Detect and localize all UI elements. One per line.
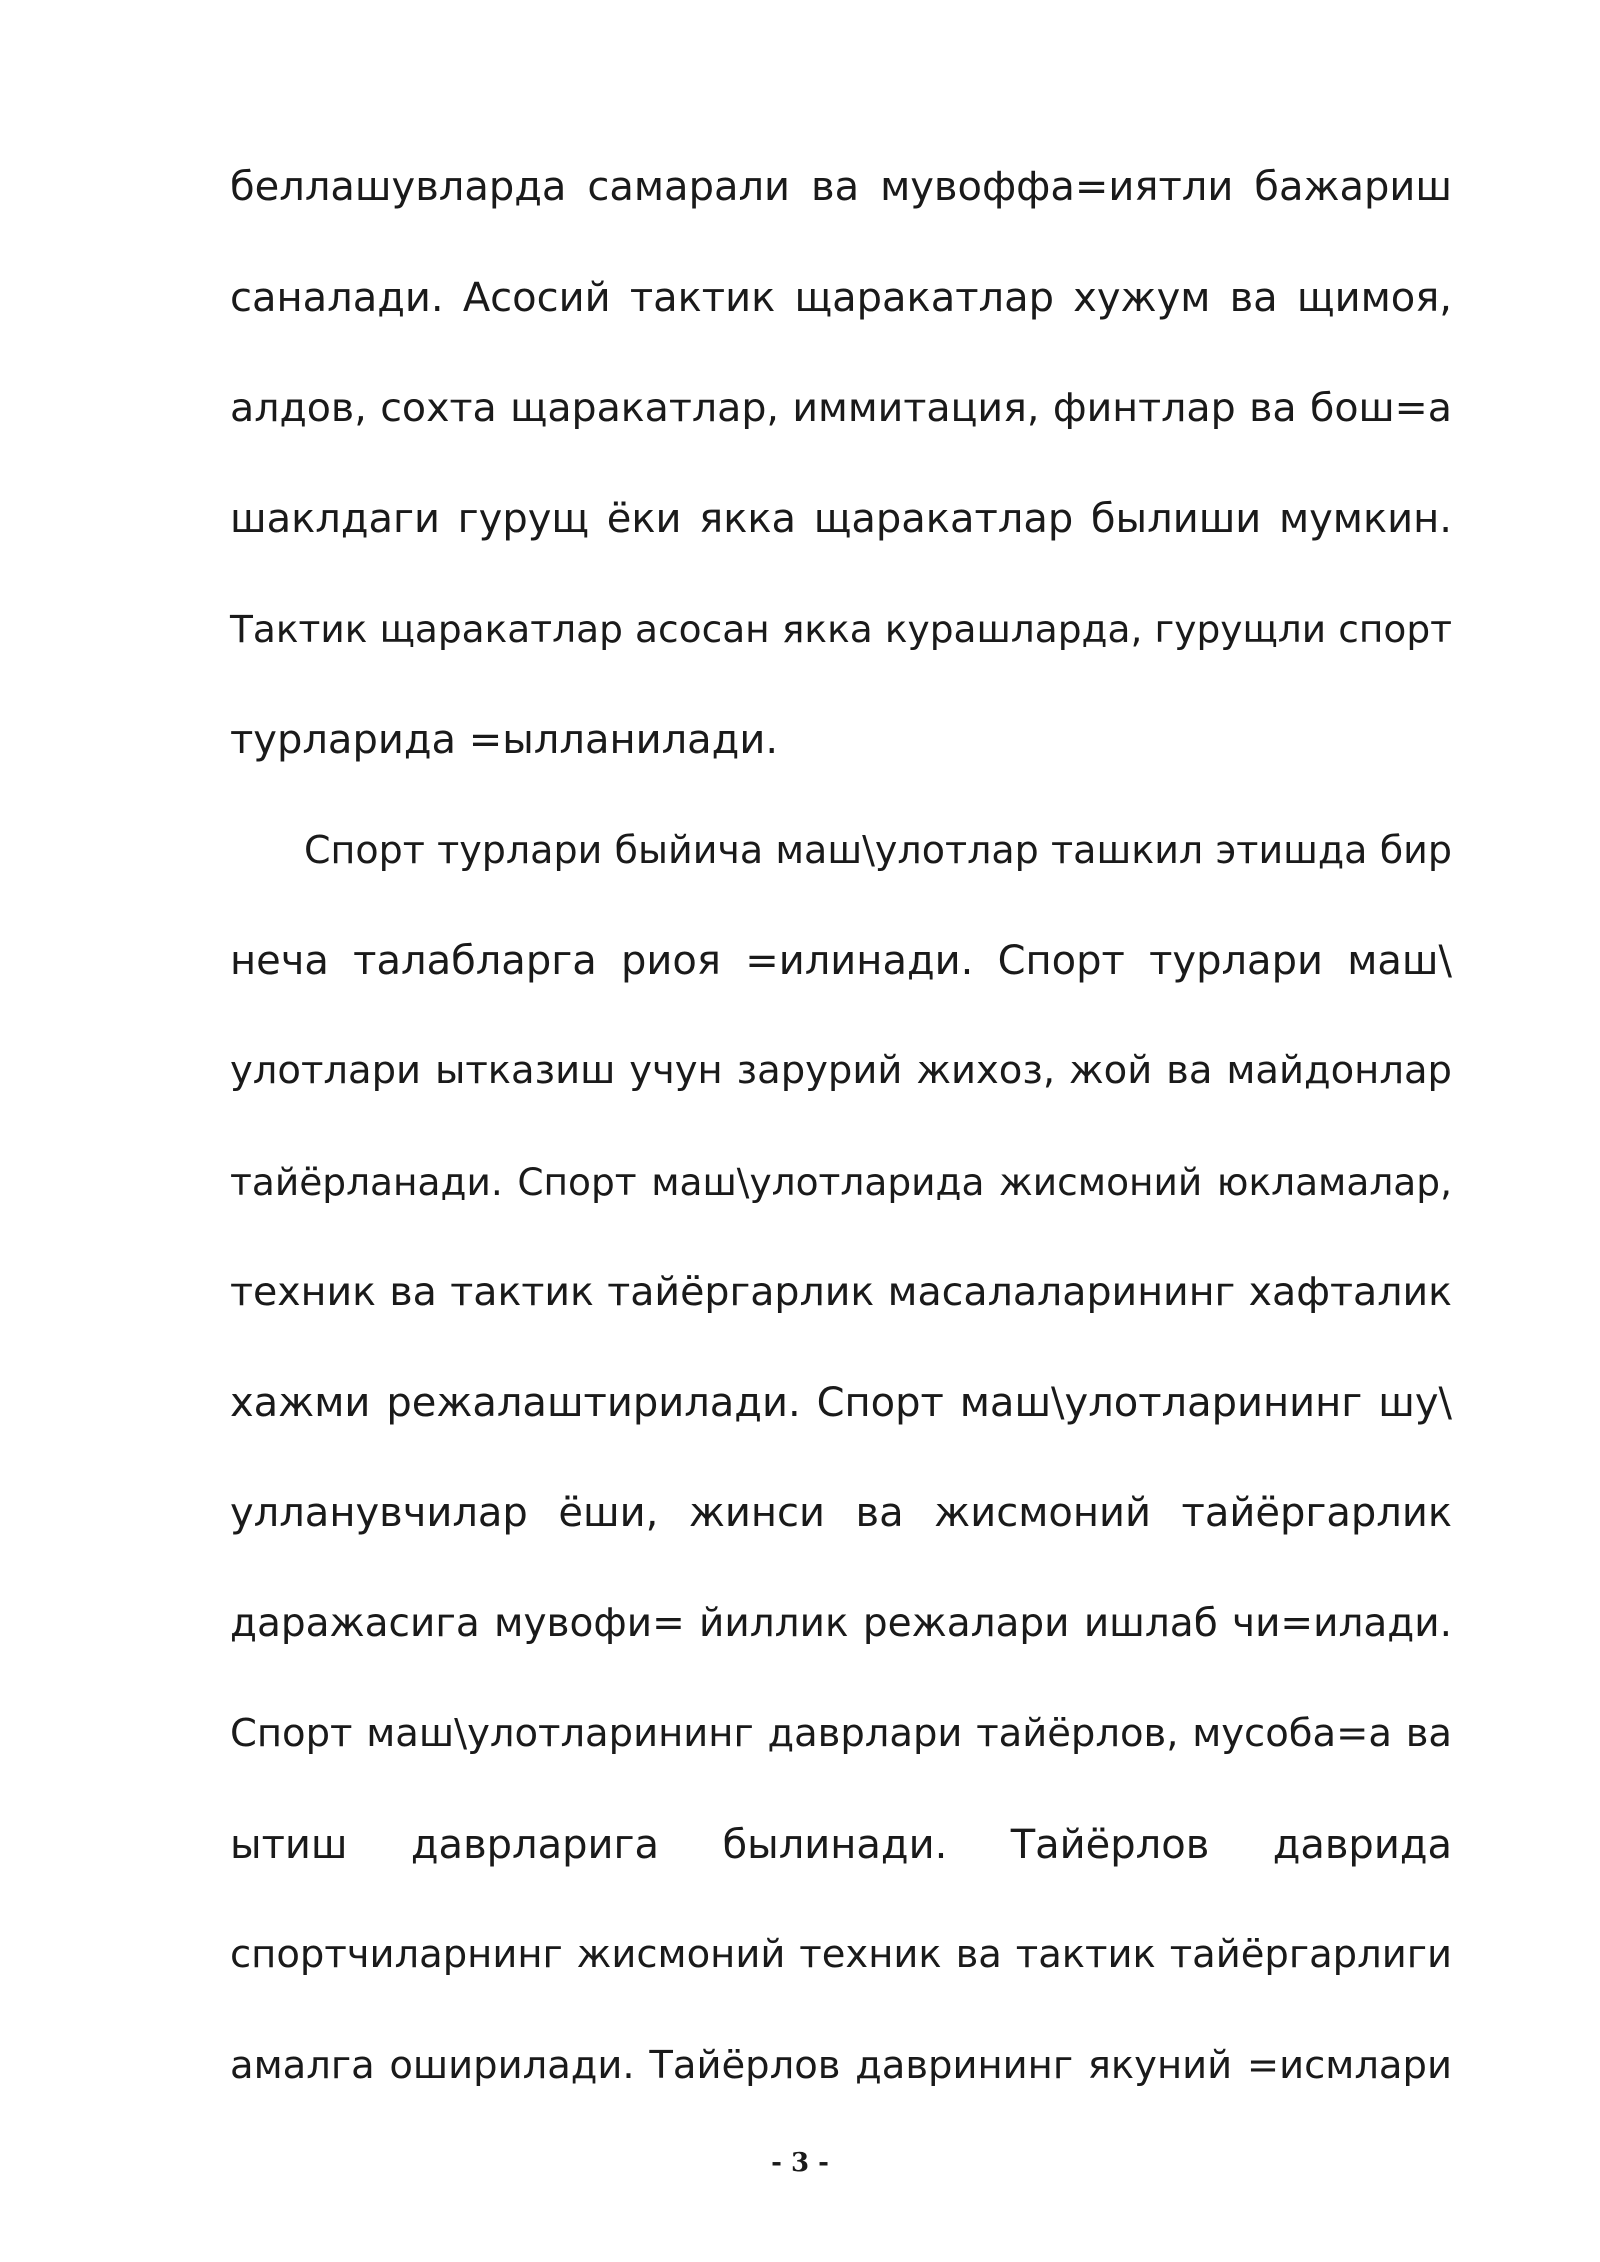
- text-line: техник ва тактик тайёргарлик масалаларининг хафталик: [230, 1269, 1452, 1315]
- text-line: хажми режалаштирилади. Спорт маш\улотларининг шу\: [230, 1379, 1452, 1426]
- text-line: спортчиларнинг жисмоний техник ва тактик тайёргарлиги: [230, 1932, 1452, 1977]
- text-line: улотлари ыткaзиш учун зарурий жихоз, жой ва майдонлар: [230, 1048, 1452, 1093]
- text-line: тайёрланади. Спорт маш\улотларида жисмоний юкламалар,: [230, 1159, 1452, 1204]
- text-line: турларида =ылланилади.: [230, 716, 779, 763]
- page-number: - 3 -: [771, 2148, 829, 2178]
- text-line: амалга оширилади. Тайёрлов даврининг якуний =исмлари: [230, 2042, 1452, 2088]
- text-line: ытиш даврларига былинади. Тайёрлов даврида: [230, 1821, 1452, 1868]
- text-line: улланувчилар ёши, жинси ва жисмоний тайёргарлик: [230, 1490, 1452, 1536]
- text-line: Тактик щаракатлар асосан якка курашларда, гурущли спорт: [230, 607, 1452, 651]
- body-text: [230, 132, 1452, 2121]
- text-line: алдов, сохта щаракатлар, иммитация, финтлар ва бош=а: [230, 385, 1452, 431]
- text-line: беллашувларда самарали ва мувоффа=иятли бажариш: [230, 164, 1452, 210]
- text-line: шаклдаги гурущ ёки якка щаракатлар былиши мумкин.: [230, 495, 1452, 542]
- text-line: Спорт турлари быйича маш\улотлар ташкил этишда бир: [304, 828, 1452, 872]
- text-line: даражасига мувофи= йиллик режалари ишлаб чи=илади.: [230, 1600, 1452, 1646]
- text-line: Спорт маш\улотларининг даврлари тайёрлов, мусоба=а ва: [230, 1711, 1452, 1756]
- text-line: неча талабларга риоя =илинади. Спорт турлари маш\: [230, 937, 1452, 984]
- text-line: саналади. Асосий тактик щаракатлар хужум ва щимоя,: [230, 274, 1452, 321]
